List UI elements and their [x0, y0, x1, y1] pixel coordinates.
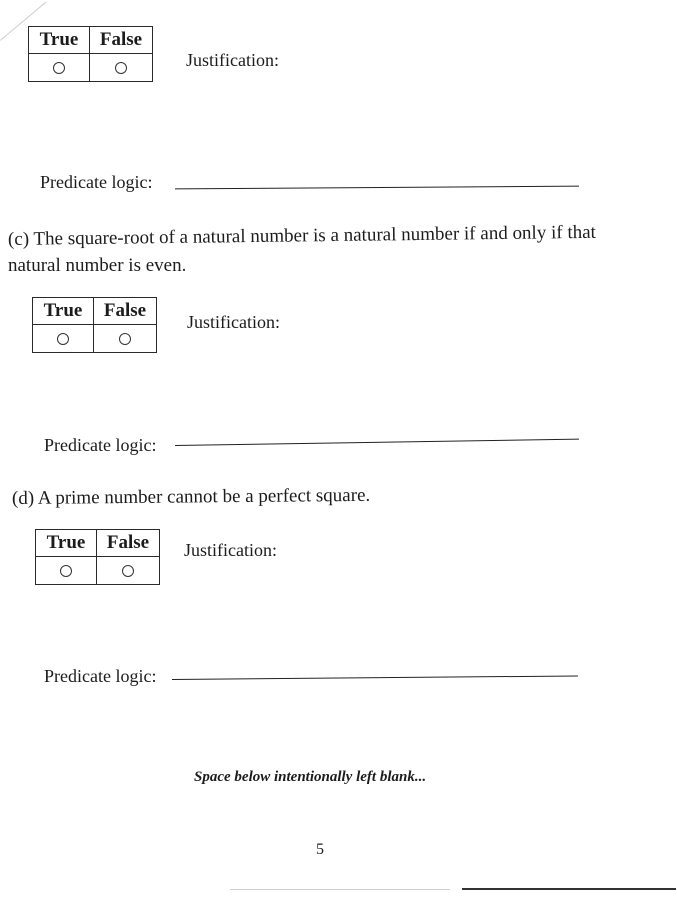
justification-label-c: Justification:	[187, 312, 280, 332]
predicate-logic-answer-line-b[interactable]	[175, 186, 579, 190]
true-header: True	[36, 530, 97, 557]
question-d-line-1: (d) A prime number cannot be a perfect square.	[11, 484, 371, 509]
true-radio-c[interactable]	[57, 333, 69, 345]
question-c-line-2: natural number is even.	[8, 255, 187, 276]
false-header: False	[90, 27, 153, 54]
scan-edge-bottom	[462, 888, 676, 890]
false-radio-b[interactable]	[115, 62, 127, 74]
predicate-logic-label-b: Predicate logic:	[40, 172, 153, 192]
true-false-table-c	[32, 297, 157, 353]
scan-artifact-bottom	[230, 889, 450, 890]
true-false-table-b	[28, 26, 153, 82]
true-radio-b[interactable]	[53, 62, 65, 74]
predicate-logic-label-c: Predicate logic:	[44, 435, 157, 455]
justification-label-d: Justification:	[184, 540, 277, 560]
false-header: False	[94, 298, 157, 325]
false-header: False	[97, 530, 160, 557]
false-radio-d[interactable]	[122, 565, 134, 577]
blank-space-note: Space below intentionally left blank...	[194, 769, 427, 785]
true-header: True	[29, 27, 90, 54]
page-number: 5	[316, 841, 324, 858]
false-radio-c[interactable]	[119, 333, 131, 345]
true-header: True	[33, 298, 94, 325]
predicate-logic-answer-line-c[interactable]	[175, 439, 579, 446]
true-false-table-d	[35, 529, 160, 585]
predicate-logic-label-d: Predicate logic:	[44, 666, 157, 686]
justification-label-b: Justification:	[186, 50, 279, 70]
question-c-line-1: (c) The square-root of a natural number is a natural number if and only if that	[7, 221, 597, 250]
predicate-logic-answer-line-d[interactable]	[172, 675, 578, 680]
true-radio-d[interactable]	[60, 565, 72, 577]
